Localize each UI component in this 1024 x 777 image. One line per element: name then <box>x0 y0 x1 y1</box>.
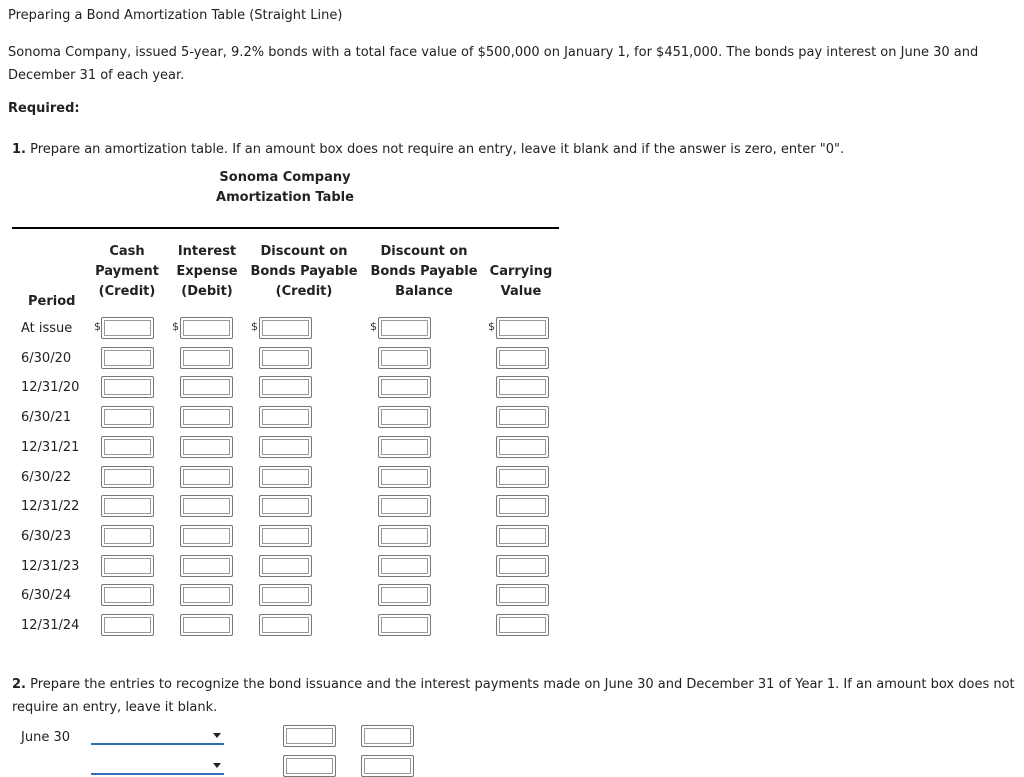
row-label: 6/30/22 <box>21 470 72 485</box>
amount-input[interactable] <box>259 317 312 339</box>
row-label: 12/31/20 <box>21 380 80 395</box>
amount-input[interactable] <box>180 466 233 488</box>
question-1-number: 1. <box>12 142 26 157</box>
amount-input[interactable] <box>496 347 549 369</box>
amount-input[interactable] <box>259 347 312 369</box>
amount-input[interactable] <box>378 436 431 458</box>
row-label: 12/31/24 <box>21 618 80 633</box>
dollar-sign: $ <box>251 320 258 333</box>
amount-input[interactable] <box>378 555 431 577</box>
journal-account-select-2[interactable] <box>91 759 224 775</box>
dollar-sign: $ <box>370 320 377 333</box>
question-2 <box>12 673 1022 719</box>
amount-input[interactable] <box>496 525 549 547</box>
question-1 <box>12 142 844 157</box>
table-title: Amortization Table <box>216 190 354 205</box>
amount-input[interactable] <box>378 584 431 606</box>
journal-credit-input-1[interactable] <box>361 725 414 747</box>
amount-input[interactable] <box>496 466 549 488</box>
amount-input[interactable] <box>496 436 549 458</box>
amount-input[interactable] <box>180 436 233 458</box>
required-heading: Required: <box>8 101 80 116</box>
col-header-cash-payment: Cash Payment (Credit) <box>95 244 159 299</box>
dollar-sign: $ <box>488 320 495 333</box>
amount-input[interactable] <box>259 555 312 577</box>
amount-input[interactable] <box>378 317 431 339</box>
row-label: 12/31/22 <box>21 499 80 514</box>
amount-input[interactable] <box>496 614 549 636</box>
amount-input[interactable] <box>378 614 431 636</box>
amount-input[interactable] <box>101 436 154 458</box>
period-header: Period <box>28 294 76 309</box>
amount-input[interactable] <box>496 555 549 577</box>
amount-input[interactable] <box>101 495 154 517</box>
amount-input[interactable] <box>180 406 233 428</box>
table-company-name: Sonoma Company <box>219 170 351 185</box>
amount-input[interactable] <box>378 406 431 428</box>
row-label: 6/30/23 <box>21 529 72 544</box>
dollar-sign: $ <box>94 320 101 333</box>
amount-input[interactable] <box>101 584 154 606</box>
dollar-sign: $ <box>172 320 179 333</box>
amount-input[interactable] <box>101 317 154 339</box>
amount-input[interactable] <box>378 525 431 547</box>
amount-input[interactable] <box>180 525 233 547</box>
col-header-carrying-value: Carrying Value <box>489 264 553 299</box>
question-1-text: Prepare an amortization table. If an amount box does not require an entry, leave it blank and if the answer is zero, enter "0". <box>30 142 845 157</box>
amount-input[interactable] <box>101 347 154 369</box>
amount-input[interactable] <box>496 406 549 428</box>
amount-input[interactable] <box>180 614 233 636</box>
amount-input[interactable] <box>496 376 549 398</box>
page-title: Preparing a Bond Amortization Table (Straight Line) <box>8 8 343 23</box>
amount-input[interactable] <box>101 406 154 428</box>
amount-input[interactable] <box>378 347 431 369</box>
problem-description: Sonoma Company, issued 5-year, 9.2% bonds with a total face value of $500,000 on January 1, for $451,000. The bonds pay interest on June 30 and December 31 of each year. <box>8 45 979 83</box>
amount-input[interactable] <box>180 555 233 577</box>
chevron-down-icon <box>213 733 221 738</box>
amount-input[interactable] <box>180 347 233 369</box>
amount-input[interactable] <box>259 376 312 398</box>
amount-input[interactable] <box>259 466 312 488</box>
amount-input[interactable] <box>101 376 154 398</box>
question-2-text: Prepare the entries to recognize the bond issuance and the interest payments made on June 30 and December 31 of Year 1. If an amount box does not require an entry, leave it blank. <box>12 677 1015 715</box>
amount-input[interactable] <box>180 495 233 517</box>
amount-input[interactable] <box>496 584 549 606</box>
amount-input[interactable] <box>101 466 154 488</box>
row-label: 6/30/24 <box>21 588 72 603</box>
amount-input[interactable] <box>378 376 431 398</box>
amount-input[interactable] <box>378 495 431 517</box>
amount-input[interactable] <box>259 525 312 547</box>
row-label: 6/30/20 <box>21 351 72 366</box>
amount-input[interactable] <box>259 436 312 458</box>
row-label: At issue <box>21 321 73 336</box>
question-2-number: 2. <box>12 677 26 692</box>
amount-input[interactable] <box>496 495 549 517</box>
row-label: 12/31/23 <box>21 559 80 574</box>
amount-input[interactable] <box>101 555 154 577</box>
journal-account-select-1[interactable] <box>91 729 224 745</box>
amount-input[interactable] <box>378 466 431 488</box>
amount-input[interactable] <box>259 495 312 517</box>
amount-input[interactable] <box>259 406 312 428</box>
col-header-interest-expense: Interest Expense (Debit) <box>176 244 238 299</box>
row-label: 12/31/21 <box>21 440 80 455</box>
amount-input[interactable] <box>259 614 312 636</box>
amount-input[interactable] <box>101 614 154 636</box>
col-header-discount-balance: Discount on Bonds Payable Balance <box>370 244 478 299</box>
table-top-rule <box>12 227 559 229</box>
amount-input[interactable] <box>180 317 233 339</box>
amount-input[interactable] <box>496 317 549 339</box>
journal-debit-input-1[interactable] <box>283 725 336 747</box>
row-label: 6/30/21 <box>21 410 72 425</box>
amount-input[interactable] <box>180 376 233 398</box>
amount-input[interactable] <box>101 525 154 547</box>
col-header-discount-credit: Discount on Bonds Payable (Credit) <box>250 244 358 299</box>
chevron-down-icon <box>213 763 221 768</box>
amount-input[interactable] <box>180 584 233 606</box>
amount-input[interactable] <box>259 584 312 606</box>
journal-date-label: June 30 <box>21 730 70 745</box>
